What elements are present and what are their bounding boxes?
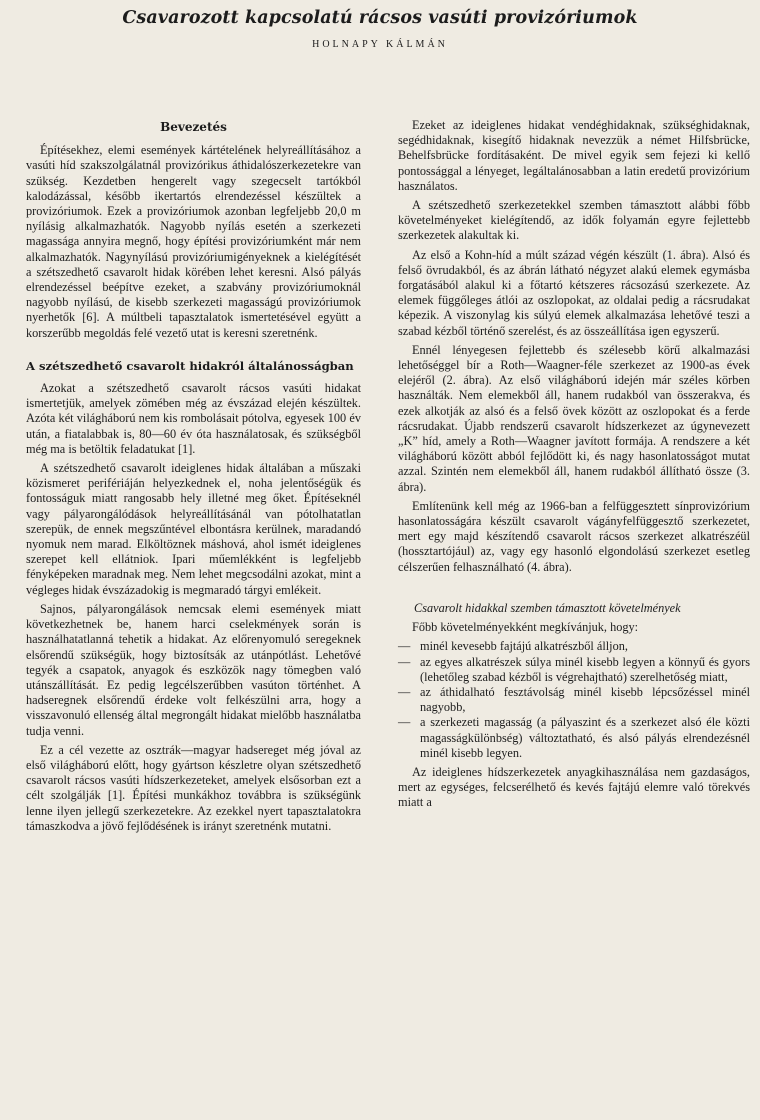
right-column [398, 118, 750, 815]
dash-marker: — [398, 715, 411, 730]
body-paragraph: Ez a cél vezette az osztrák—magyar hadsereget még jóval az első világháború előtt, hogy gyártson készletre olyan szétszedhető csavarolt rácsos vasúti hídszerkezeteket, amelyek elsősorban ezt a célt szolgálják [1]. Építési munkákhoz továbbra is szükségünk lenne ilyen jellegű szerkezetekre. Az ezekkel nyert tapasztalatokra támaszkodva a jövő fejlődésének is irányt szeretnénk mutatni. [26, 742, 361, 833]
article-title: Csavarozott kapcsolatú rácsos vasúti provizóriumok [122, 8, 638, 28]
list-item: — az áthidalható fesztávolság minél kisebb lépcsőzéssel minél nagyobb, [398, 684, 750, 715]
list-item: — minél kevesebb fajtájú alkatrészből álljon, [398, 639, 628, 654]
left-column [26, 118, 361, 838]
body-paragraph: A szétszedhető csavarolt ideiglenes hidak általában a műszaki közismeret perifériáján helyezkednek el, noha jelentőségük és fontosságuk miatt rangosabb hely illetné meg őket. Építéseknél vagy pályarongálódások helyreállításánál van pótolhatatlan szerepük, de ennek megszűntével elbontásra kerülnek, maradandó nyomuk nem marad. Elköltöznek máshová, ahol ismét ideiglenes szerepet kell ellátniok. Ipari műemlékként is legfeljebb fényképeken maradnak meg. Nem lehet megcsodálni azokat, mint a végleges hidak évszázadokig is megmaradó tárgyi emlékeit. [26, 461, 361, 597]
list-item: — a szerkezeti magasság (a pályaszint és a szerkezet alsó éle közti magasságkülönbség) változtatható, és alsó pályás elrendezésnél minél kisebb legyen. [398, 715, 750, 760]
section-heading-intro: Bevezetés [160, 120, 227, 134]
body-paragraph: Sajnos, pályarongálások nemcsak elemi események miatt következhetnek be, hanem harci cselekmények során is használhatatlanná tehetik a hidakat. Az előrenyomuló seregeknek elsőrendű szükségük, hogy biztosítsák az utánpótlást. Lehetővé tegyék a csapatok, anyagok és eszközök nagy tömegben való utánszállítását. Ez pedig legcélszerűbben vasúton történhet. A hadseregnek elsőrendű érdeke volt felkészülni arra, hogy a visszavonuló ellenség által megrongált hidakat mielőbb használatba tudja venni. [26, 601, 361, 738]
dash-marker: — [398, 684, 411, 699]
requirements-list [398, 639, 750, 761]
subheading-requirements: Csavarolt hidakkal szemben támasztott követelmények [414, 600, 681, 615]
body-paragraph: Említenünk kell még az 1966-ban a felfüggesztett sínprovizórium hasonlatosságára készült csavarolt vágányfelfüggesztő szerkezetet, mert egy majd készítendő csavarolt rácsos szerkezet alkatrészéül (hossztartójául) az, vagy egy hasonló elgondolású szerkezet esetleg célszerűen felhasználható (4. ábra). [398, 498, 750, 574]
body-paragraph: A szétszedhető szerkezetekkel szemben támasztott alábbi főbb követelményeket kielégítendő, az idők folyamán egyre fejlettebb szerkezetek alakultak ki. [398, 198, 750, 243]
body-paragraph: Ennél lényegesen fejlettebb és szélesebb körű alkalmazási lehetőséggel bír a Roth—Waagner-féle szerkezet az 1900-as évek elejéről (2. ábra). Az első világháború idején már széles körben használták. Nem elemekből áll, hanem rudakból van összerakva, és ezek alkotják az alsó és a felső övek között az oszlopokat és a ferde rácsrudakat. Újabb rendszerű csavarolt hídszerkezet az úgynevezett „K” híd, amely a Roth—Waagner javított formája. A rendszere a két világháború között abból fejlődött ki, és nagy hasonlatosságot mutat azzal. Szintén nem elemekből áll, hanem rudakból állítható össze (3. ábra). [398, 342, 750, 494]
article-author: HOLNAPY KÁLMÁN [312, 39, 448, 50]
intro-paragraph: Építésekhez, elemi események kártételének helyreállításához a vasúti híd szakszolgálatnál provizórikus áthidalószerkezetekre van szükség. Kezdetben hengerelt vagy szegecselt tartókból kalodázással, később ikertartós elrendezéssel készültek a provizóriumok. Ezek a provizóriumok azonban legfeljebb 20,0 m nyílásig alkalmazhatók. Nagyobb nyílás esetén a szerkezeti magassága annyira megnő, hogy építési provizóriumként már nem alkalmazhatók. Nagynyílású provizóriumigényeknek a kielégítését a szétszedhető csavarolt hidak körében lehet keresni. Alsó pályás elrendezéssel beépítve ezeket, a szabvány provizóriumoknál nagyobb nyílású, de kisebb szerkezeti magasságú provizóriumok nyerhetők [6]. A múltbeli tapasztalatok ismertetésével együtt a korszerűbb megoldás felé vezető utat is keresni szeretnénk. [26, 143, 361, 340]
body-paragraph: Ezeket az ideiglenes hidakat vendéghidaknak, szükséghidaknak, segédhidaknak, kisegítő hidaknak nevezzük a német Hilfsbrücke, Behelfsbrücke fordításaként. De mivel egyik sem fejezi ki kellő pontossággal a lényeget, legáltalánosabban a latin eredetű provizórium használatos. [398, 118, 750, 193]
body-paragraph: Az első a Kohn-híd a múlt század végén készült (1. ábra). Alsó és felső övrudakból, és az ábrán látható négyzet alakú elemek egymásba forgatásából alakul ki a főtartó kétszeres rácsozású szerkezete. Az elemek függőleges átlói az oszlopokat, az oldalai pedig a rácsrudakat képezik. A viszonylag kis súlyú elemek alkalmazása lehetővé teszi a szabad kézből történő szerelést, és az összeállítása igen egyszerű. [398, 247, 750, 338]
dash-marker: — [398, 639, 411, 654]
dash-marker: — [398, 654, 411, 669]
section-heading-general: A szétszedhető csavarolt hidakról általánosságban [26, 358, 354, 373]
list-item: — az egyes alkatrészek súlya minél kisebb legyen a könnyű és gyors (lehetőleg szabad kézből is végrehajtható) szerelhetőség miatt, [398, 654, 750, 684]
body-paragraph: Azokat a szétszedhető csavarolt rácsos vasúti hidakat ismertetjük, amelyek zömében még az évszázad elején készültek. Azóta két világháború nem kis rombolásait pótolva, egyesek 100 év után, a fiatalabbak is, 80—60 év óta használatosak, és szükségből még ma is betöltik feladatukat [1]. [26, 381, 361, 456]
list-intro: Főbb követelményekként megkívánjuk, hogy: [412, 620, 639, 635]
final-paragraph: Az ideiglenes hídszerkezetek anyagkihasználása nem gazdaságos, mert az egységes, felcserélhető és kevés fajtájú elemre való törekvés miatt a [398, 764, 750, 810]
